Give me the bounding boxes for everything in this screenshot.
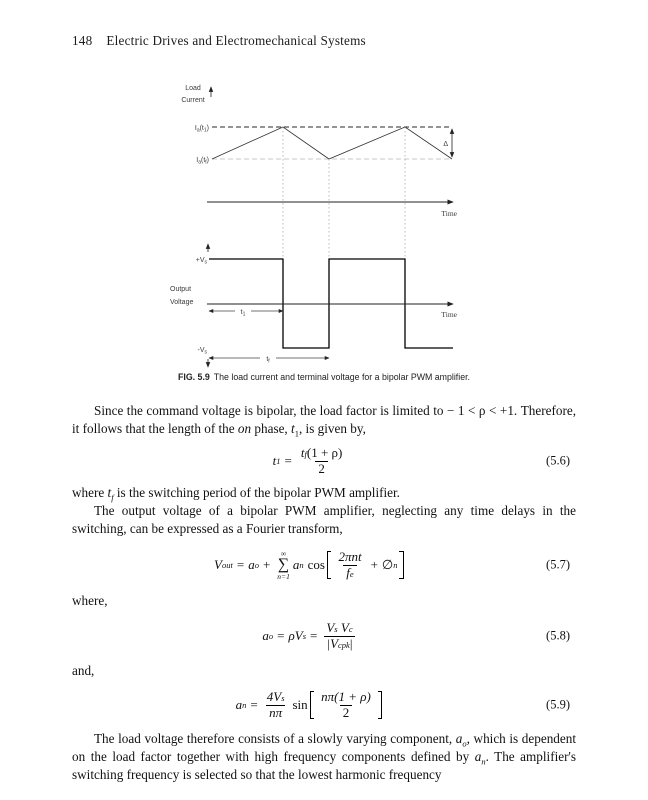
bracket-group: 2πnt f e + ∅ n — [327, 550, 404, 581]
eq56-lhs: t — [272, 453, 277, 468]
equation-number-5-6: (5.6) — [546, 453, 570, 468]
page-header — [72, 33, 366, 49]
eq59-fraction-1: 4V s nπ — [266, 688, 285, 720]
t1-label: $t_1$ — [240, 309, 246, 318]
paragraph-4: where, — [72, 593, 108, 608]
lower-current-level-label: $I_a(t_f)$ — [196, 157, 209, 166]
current-time-label: Time — [441, 209, 457, 218]
equation-number-5-7: (5.7) — [546, 557, 570, 572]
switching-instant-connectors — [283, 127, 405, 259]
italic-on: on — [237, 421, 252, 436]
eq58-fraction: V s V c |V cpk | — [323, 621, 355, 652]
upper-current-level-label: $I_a(t_1)$ — [194, 125, 209, 134]
right-bracket — [378, 691, 383, 720]
equation-5-9: a n = 4V s nπ sin $\frac{n\pi(1 + \rho)}{2}$ (5.9) — [235, 688, 570, 720]
eq56-fraction: t f (1 + ρ) 2 — [300, 444, 343, 476]
eq59-fraction-2: $\frac{n\pi(1 + \rho)}{2}$ — [321, 688, 371, 720]
load-current-axis-label-2: Current — [181, 97, 205, 104]
paragraph-2: where $t_f$ is the switching period of the bipolar PWM amplifier. — [72, 485, 400, 503]
load-current-plot — [181, 85, 457, 218]
right-bracket — [399, 551, 404, 580]
load-current-waveform — [212, 127, 452, 159]
figure-caption-text: The load current and terminal voltage for a bipolar PWM amplifier. — [213, 372, 470, 382]
figure-caption — [0, 372, 648, 382]
output-voltage-waveform — [209, 259, 453, 348]
bracket-group — [310, 690, 383, 721]
paragraph-5: and, — [72, 663, 95, 678]
body-text — [72, 402, 576, 784]
neg-supply-label: $-V_s$ — [197, 347, 207, 356]
figure-5-9-diagram — [150, 78, 480, 374]
output-voltage-plot — [170, 244, 458, 367]
equation-5-6: t 1 = t f (1 + ρ) 2 (5.6) — [272, 444, 570, 476]
output-voltage-axis-label: Output — [170, 286, 192, 293]
running-title: Electric Drives and Electromechanical Systems — [106, 33, 366, 48]
equation-number-5-9: (5.9) — [546, 697, 570, 712]
paragraph-1: Since the command voltage is bipolar, the load factor is limited to − 1 < ρ < +1. Therefore, it follows that the length of the on phase, $t_1$, is given by, — [72, 403, 576, 439]
figure-caption-label: FIG. 5.9 — [178, 372, 210, 382]
load-current-axis-label: Load — [185, 85, 201, 92]
voltage-time-label: Time — [441, 310, 457, 319]
ripple-amplitude-label: Δ — [443, 141, 448, 148]
equation-5-8: a o = ρV s = V s V c |V cpk | (5.8) — [262, 619, 570, 651]
equation-5-7: V out = a o + ∞ ∑ n=1 a n cos 2πnt f e + ∅ n (5.7) — [214, 548, 570, 581]
equation-number-5-8: (5.8) — [546, 628, 570, 643]
output-voltage-axis-label-2: Voltage — [170, 299, 194, 306]
tf-label: $t_f$ — [266, 356, 270, 365]
pos-supply-label: $+V_s$ — [195, 257, 207, 266]
paragraph-3: The output voltage of a bipolar PWM amplifier, neglecting any time delays in the switching, can be expressed as a Fourier transform, — [72, 503, 576, 536]
paragraph-6: The load voltage therefore consists of a slowly varying component, $a_o$, which is dependent on the load factor together with high frequency components defined by $a_n$. The amplifier's switching frequency is selected so that the lowest harmonic frequency — [72, 731, 577, 782]
page-number: 148 — [72, 33, 93, 48]
paragraph-1-text: Since the command voltage is bipolar, the load factor is limited to − 1 < ρ < +1. Therefore, it follows that the length of the — [72, 403, 576, 436]
summation: ∞ ∑ n=1 — [277, 548, 290, 581]
